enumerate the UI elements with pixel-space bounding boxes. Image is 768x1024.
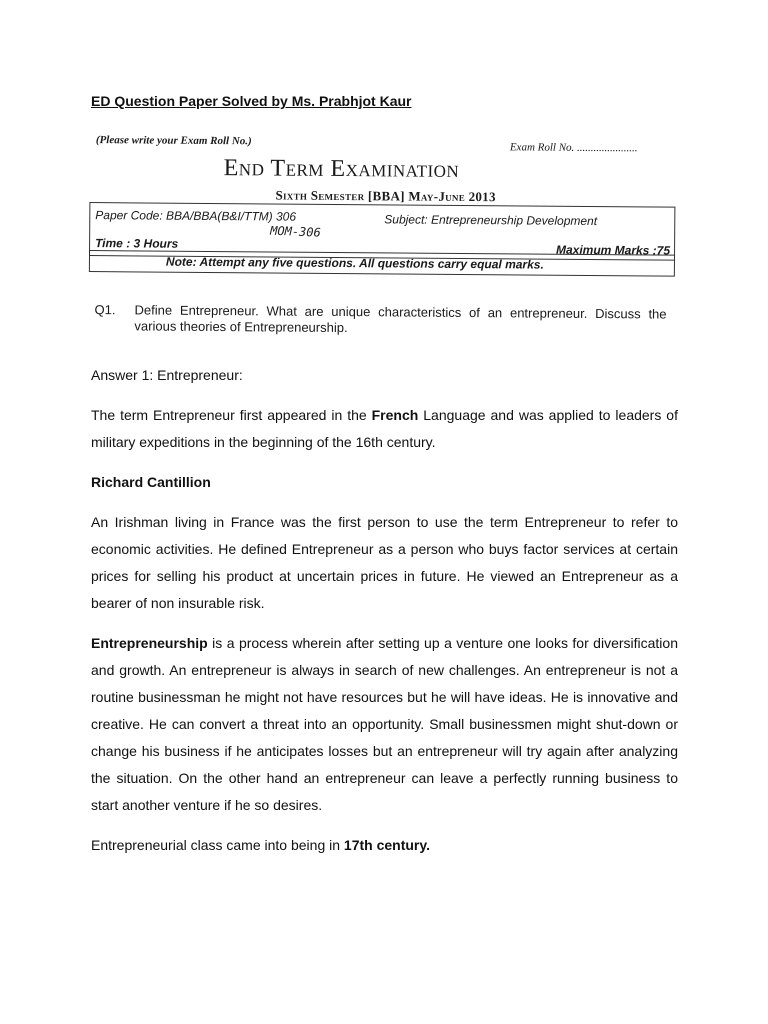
exam-title: End Term Examination	[223, 155, 460, 183]
bold-text: Entrepreneurship	[91, 635, 208, 651]
answer-heading: Answer 1: Entrepreneur:	[91, 367, 243, 383]
question-number: Q1.	[94, 302, 116, 318]
roll-number-field: Exam Roll No. ......................	[509, 141, 638, 155]
scanned-exam-header	[84, 128, 678, 348]
paper-code: Paper Code: BBA/BBA(B&I/TTM) 306	[95, 208, 297, 224]
semester-line: Sixth Semester [BBA] May-June 2013	[275, 187, 496, 205]
handwritten-code: MOM-306	[269, 223, 322, 240]
maximum-marks: Maximum Marks :75	[555, 242, 671, 258]
bold-text: 17th century.	[343, 837, 431, 853]
bold-text: French	[371, 407, 419, 423]
text-span: The term Entrepreneur first appeared in the	[91, 407, 372, 423]
instructions-note: Note: Attempt any five questions. All questions carry equal marks.	[165, 254, 544, 272]
text-span: Language and was applied to leaders of military expeditions in the beginning of the 16th century.	[91, 407, 678, 450]
answer-content	[91, 362, 678, 872]
subject: Subject: Entrepreneurship Development	[384, 212, 598, 229]
paragraph-cantillion: An Irishman living in France was the first person to use the term Entrepreneur to refer to economic activities. He defined Entrepreneur as a person who buys factor services at certain prices for selling his product at uncertain prices in future. He viewed an Entrepreneur as a bearer of non insurable risk.	[91, 514, 678, 611]
exam-time: Time : 3 Hours	[95, 236, 179, 251]
paragraph-term-origin	[91, 402, 678, 456]
subheading-richard-cantillion: Richard Cantillion	[91, 474, 211, 490]
text-span: Entrepreneurial class came into being in	[91, 837, 344, 853]
instructions-box	[89, 250, 675, 277]
paragraph-entrepreneurship	[91, 630, 678, 819]
question-text: Define Entrepreneur. What are unique characteristics of an entrepreneur. Discuss the various theories of Entrepreneurship.	[134, 302, 667, 336]
text-span: is a process wherein after setting up a venture one looks for diversification and growth. An entrepreneur is always in search of new challenges. An entrepreneur is not a routine businessman he might not have resources but he will have ideas. He is innovative and creative. He can convert a threat into an opportunity. Small businessmen might shut-down or change his business if he anticipates losses but an entrepreneur will try again after analyzing the situation. On the other hand an entrepreneur can leave a perfectly running business to start another venture if he so desires.	[91, 635, 678, 813]
paragraph-entrepreneurial-class	[91, 832, 678, 859]
roll-number-note: (Please write your Exam Roll No.)	[95, 134, 252, 148]
page-title: ED Question Paper Solved by Ms. Prabhjot Kaur	[91, 93, 412, 109]
